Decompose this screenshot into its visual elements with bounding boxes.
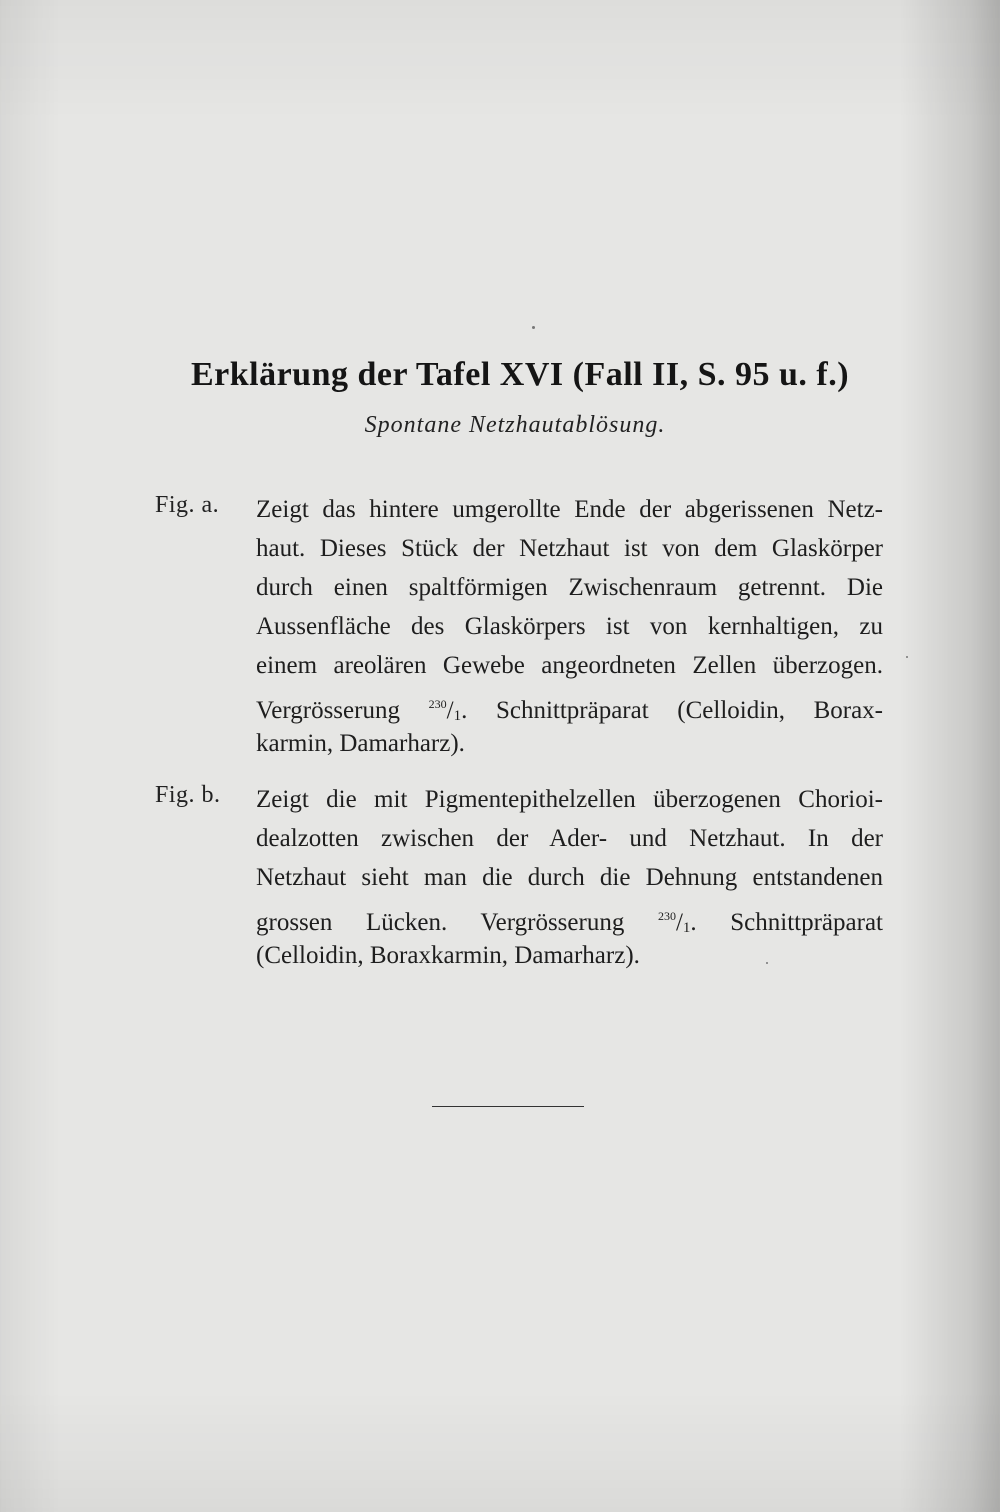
fraction-denominator: 1 [682,920,691,936]
fraction-numerator: 230 [428,697,447,711]
magnification-suffix: . Schnittpräparat [690,909,883,936]
closing-rule [432,1106,584,1107]
figure-label: Fig. a. [155,492,220,518]
text-line: einem areolären Gewebe angeordneten Zellen überzogen. [256,652,883,679]
text-line: Zeigt die mit Pigmentepithelzellen überzogenen Chorioi- [256,786,883,813]
paper-speck [906,656,908,658]
magnification-fraction: $^{230}/_1$ [428,697,462,724]
page-title: Erklärung der Tafel XVI (Fall II, S. 95 u. f.) [190,356,850,393]
text-line: (Celloidin, Boraxkarmin, Damarharz). [256,942,640,969]
figure-text [256,490,883,763]
text-line: Aussenfläche des Glaskörpers ist von kernhaltigen, zu [256,613,883,640]
fraction-numerator: 230 [657,909,676,923]
fraction-denominator: 1 [453,708,462,724]
page-subtitle: Spontane Netzhautablösung. [364,412,666,438]
text-line: durch einen spaltförmigen Zwischenraum getrennt. Die [256,574,883,601]
magnification-line [256,897,883,936]
magnification-prefix: grossen Lücken. Vergrösserung [256,909,625,936]
magnification-prefix: Vergrösserung [256,697,400,724]
magnification-line [256,685,883,724]
text-line: Netzhaut sieht man die durch die Dehnung entstandenen [256,864,883,891]
figure-text [256,780,883,975]
paper-speck [532,326,535,329]
text-line: karmin, Damarharz). [256,730,465,757]
paper-speck [766,962,768,964]
text-line: haut. Dieses Stück der Netzhaut ist von dem Glaskörper [256,535,883,562]
text-line: dealzotten zwischen der Ader- und Netzhaut. In der [256,825,883,852]
text-line: Zeigt das hintere umgerollte Ende der abgerissenen Netz- [256,496,883,523]
magnification-fraction: $^{230}/_1$ [657,909,691,936]
magnification-suffix: . Schnittpräparat (Celloidin, Borax- [461,697,883,724]
figure-label: Fig. b. [155,782,221,808]
